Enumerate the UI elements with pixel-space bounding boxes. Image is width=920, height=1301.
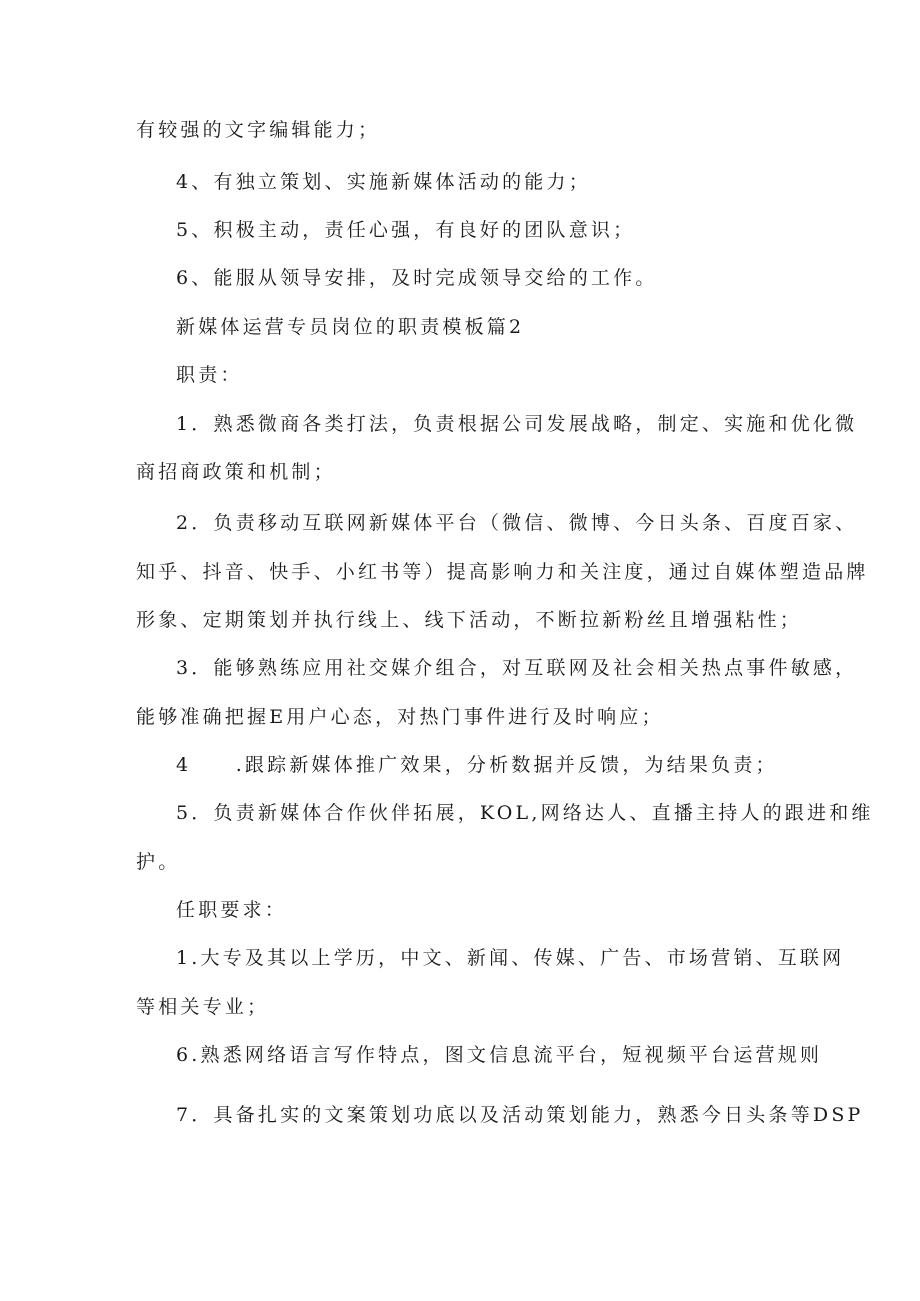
- text-line: 等相关专业；: [136, 996, 270, 1018]
- text-line: 6、能服从领导安排，及时完成领导交给的工作。: [176, 267, 658, 289]
- text-line: 5、积极主动，责任心强，有良好的团队意识；: [176, 219, 636, 241]
- text-line: 护。: [136, 851, 181, 873]
- section-heading: 新媒体运营专员岗位的职责模板篇2: [176, 316, 525, 338]
- text-line: 1．熟悉微商各类打法，负责根据公司发展战略，制定、实施和优化微: [176, 413, 858, 435]
- subheading-requirements: 任职要求：: [176, 899, 288, 921]
- text-line: 4 .跟踪新媒体推广效果，分析数据并反馈，为结果负责；: [176, 754, 778, 776]
- text-line: 有较强的文字编辑能力；: [136, 119, 381, 141]
- text-line: 7．具备扎实的文案策划功底以及活动策划能力，熟悉今日头条等DSP: [176, 1104, 864, 1126]
- text-line: 知乎、抖音、快手、小红书等）提高影响力和关注度，通过自媒体塑造品牌: [136, 561, 869, 583]
- subheading-duties: 职责：: [176, 364, 243, 386]
- text-line: 1.大专及其以上学历，中文、新闻、传媒、广告、市场营销、互联网: [176, 947, 845, 969]
- text-line: 5．负责新媒体合作伙伴拓展，KOL,网络达人、直播主持人的跟进和维: [176, 802, 874, 824]
- text-line: 能够准确把握E用户心态，对热门事件进行及时响应；: [136, 706, 664, 728]
- text-line: 2．负责移动互联网新媒体平台（微信、微博、今日头条、百度百家、: [176, 512, 858, 534]
- text-line: 商招商政策和机制；: [136, 461, 336, 483]
- text-line: 6.熟悉网络语言写作特点，图文信息流平台，短视频平台运营规则: [176, 1044, 823, 1066]
- text-line: 4、有独立策划、实施新媒体活动的能力；: [176, 171, 591, 193]
- text-line: 形象、定期策划并执行线上、线下活动，不断拉新粉丝且增强粘性；: [136, 609, 803, 631]
- text-line: 3．能够熟练应用社交媒介组合，对互联网及社会相关热点事件敏感，: [176, 657, 858, 679]
